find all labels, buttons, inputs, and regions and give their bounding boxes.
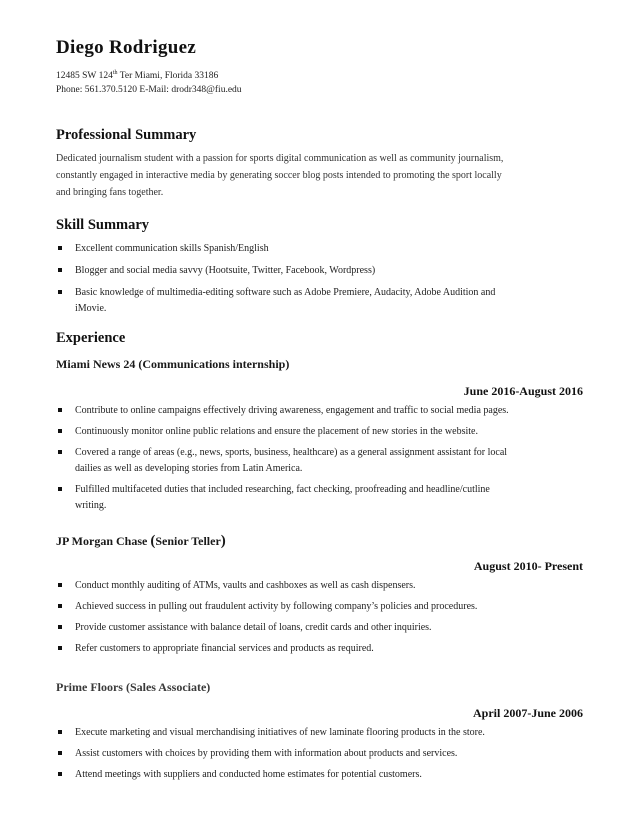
job-entry: [56, 679, 583, 783]
list-item: Covered a range of areas (e.g., news, sports, business, healthcare) as a general assignment assistant for local dailies as well as developing stories from Latin America.: [56, 445, 583, 477]
experience-title: Experience: [56, 330, 126, 347]
bullet-icon: [58, 646, 62, 650]
job-entry: [56, 356, 583, 514]
job-title: JP Morgan Chase (Senior Teller): [56, 533, 226, 550]
job-date: June 2016-August 2016: [463, 384, 583, 399]
job-date: April 2007-June 2006: [472, 706, 583, 721]
bullet-icon: [58, 730, 62, 734]
list-item: Blogger and social media savvy (Hootsuite, Twitter, Facebook, Wordpress): [56, 263, 583, 279]
bullet-icon: [58, 487, 62, 491]
skills-list: [56, 241, 583, 317]
experience-section: [56, 329, 583, 783]
phone-email-line: Phone: 561.370.5120 E-Mail: drodr348@fiu.edu: [56, 85, 242, 96]
resume-page: [56, 36, 583, 783]
address-line: [56, 66, 583, 83]
list-item: Contribute to online campaigns effectively driving awareness, engagement and traffic to social media pages.: [56, 403, 583, 419]
list-item: Execute marketing and visual merchandising initiatives of new laminate flooring products in the store.: [56, 725, 583, 741]
list-item: Basic knowledge of multimedia-editing software such as Adobe Premiere, Audacity, Adobe Audition and iMovie.: [56, 285, 583, 317]
job-duties: [56, 725, 583, 783]
address-rest: Ter Miami, Florida 33186: [117, 71, 219, 82]
summary-section: [56, 126, 583, 201]
bullet-icon: [58, 583, 62, 587]
list-item: Assist customers with choices by providing them with information about products and services.: [56, 746, 583, 762]
summary-line: and bringing fans together.: [56, 187, 164, 199]
list-item: Achieved success in pulling out fraudulent activity by following company’s policies and procedures.: [56, 599, 583, 615]
bullet-icon: [58, 450, 62, 454]
list-item: Provide customer assistance with balance detail of loans, credit cards and other inquiries.: [56, 620, 583, 636]
candidate-name: Diego Rodriguez: [56, 37, 197, 58]
job-duties: [56, 578, 583, 657]
bullet-icon: [58, 290, 62, 294]
bullet-icon: [58, 408, 62, 412]
list-item: Excellent communication skills Spanish/English: [56, 241, 583, 257]
job-date: August 2010- Present: [473, 559, 583, 574]
job-duties: [56, 403, 583, 514]
job-title: Prime Floors (Sales Associate): [56, 680, 211, 695]
bullet-icon: [58, 268, 62, 272]
skills-section: [56, 216, 583, 317]
bullet-icon: [58, 246, 62, 250]
address-ordinal: th: [112, 70, 118, 76]
bullet-icon: [58, 604, 62, 608]
bullet-icon: [58, 772, 62, 776]
summary-line: Dedicated journalism student with a passion for sports digital communication as well as community journalism,: [56, 153, 504, 165]
summary-title: Professional Summary: [56, 127, 197, 144]
summary-line: constantly engaged in interactive media by generating soccer blog posts intended to promoting the sport locally: [56, 170, 502, 182]
contact-block: [56, 66, 583, 97]
bullet-icon: [58, 751, 62, 755]
list-item: Refer customers to appropriate financial services and products as required.: [56, 641, 583, 657]
bullet-icon: [58, 625, 62, 629]
list-item: Fulfilled multifaceted duties that included researching, fact checking, proofreading and headline/cutline writing.: [56, 482, 583, 514]
list-item: Attend meetings with suppliers and conducted home estimates for potential customers.: [56, 767, 583, 783]
bullet-icon: [58, 429, 62, 433]
list-item: Continuously monitor online public relations and ensure the placement of new stories in the website.: [56, 424, 583, 440]
job-entry: [56, 533, 583, 657]
address-number: 12485 SW 124: [56, 71, 113, 82]
job-title: Miami News 24 (Communications internship): [56, 357, 290, 372]
skills-title: Skill Summary: [56, 217, 150, 234]
list-item: Conduct monthly auditing of ATMs, vaults and cashboxes as well as cash dispensers.: [56, 578, 583, 594]
